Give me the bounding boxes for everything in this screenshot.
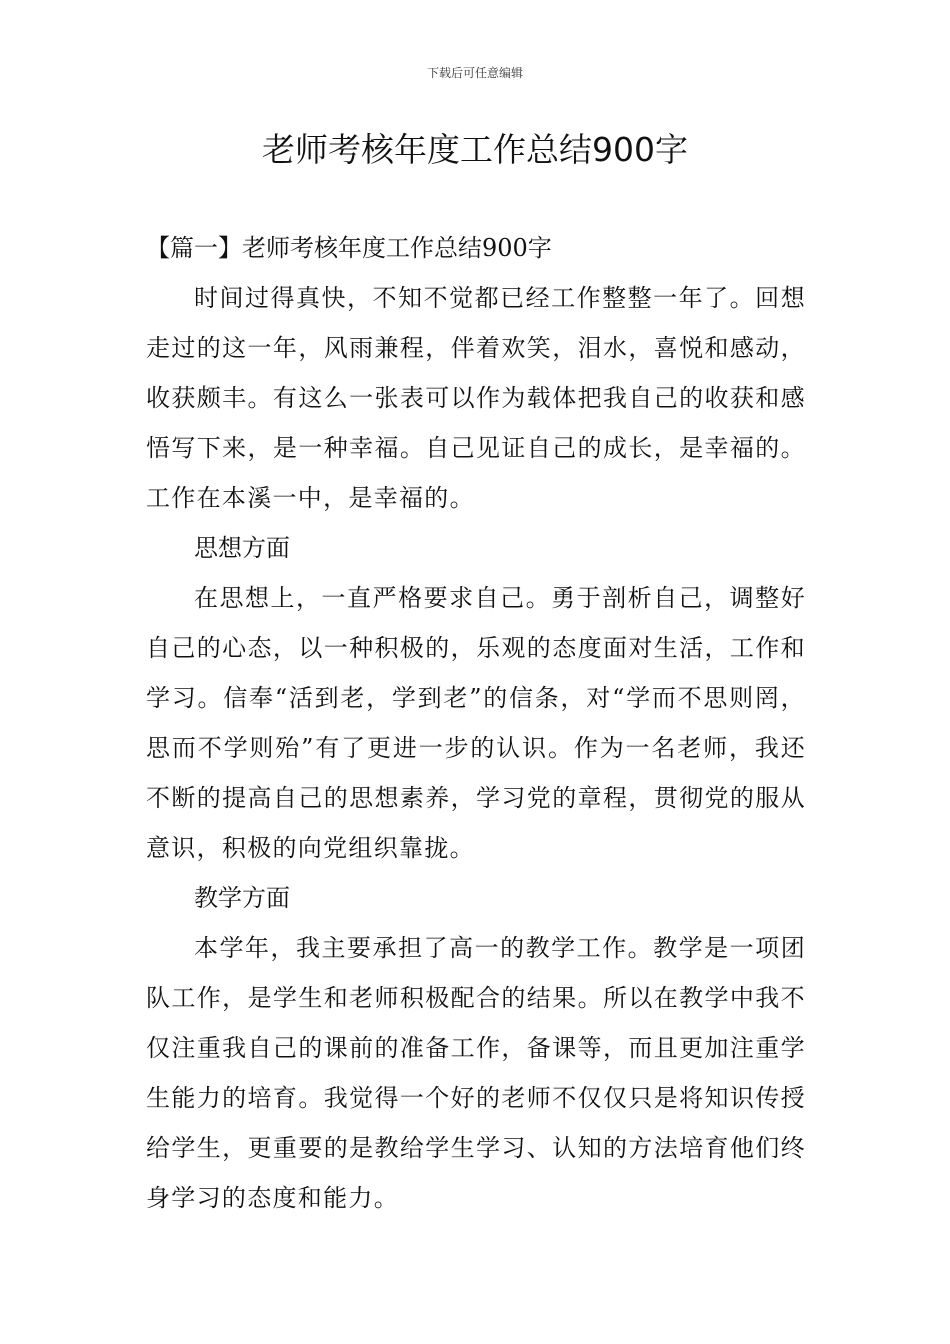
subhead-teaching: 教学方面 xyxy=(194,884,290,912)
subhead-thought: 思想方面 xyxy=(194,534,290,562)
document-body xyxy=(146,223,806,1223)
paragraph-teaching: 本学年，我主要承担了高一的教学工作。教学是一项团队工作，是学生和老师积极配合的结果。所以在教学中我不仅注重我自己的课前的准备工作，备课等，而且更加注重学生能力的培育。我觉得一个好的老师不仅仅只是将知识传授给学生，更重要的是教给学生学习、认知的方法培育他们终身学习的态度和能力。 xyxy=(146,934,806,1212)
section-title: 【篇一】老师考核年度工作总结900字 xyxy=(146,234,552,262)
document-title: 老师考核年度工作总结900字 xyxy=(262,130,688,169)
header-note: 下载后可任意编辑 xyxy=(426,66,523,80)
paragraph-thought: 在思想上，一直严格要求自己。勇于剖析自己，调整好自己的心态，以一种积极的，乐观的态度面对生活，工作和学习。信奉“活到老，学到老”的信条，对“学而不思则罔，思而不学则殆”有了更进一步的认识。作为一名老师，我还不断的提高自己的思想素养，学习党的章程，贯彻党的服从意识，积极的向党组织靠拢。 xyxy=(146,584,806,862)
paragraph-intro: 时间过得真快，不知不觉都已经工作整整一年了。回想走过的这一年，风雨兼程，伴着欢笑，泪水，喜悦和感动，收获颇丰。有这么一张表可以作为载体把我自己的收获和感悟写下来，是一种幸福。自己见证自己的成长，是幸福的。工作在本溪一中，是幸福的。 xyxy=(146,284,806,512)
